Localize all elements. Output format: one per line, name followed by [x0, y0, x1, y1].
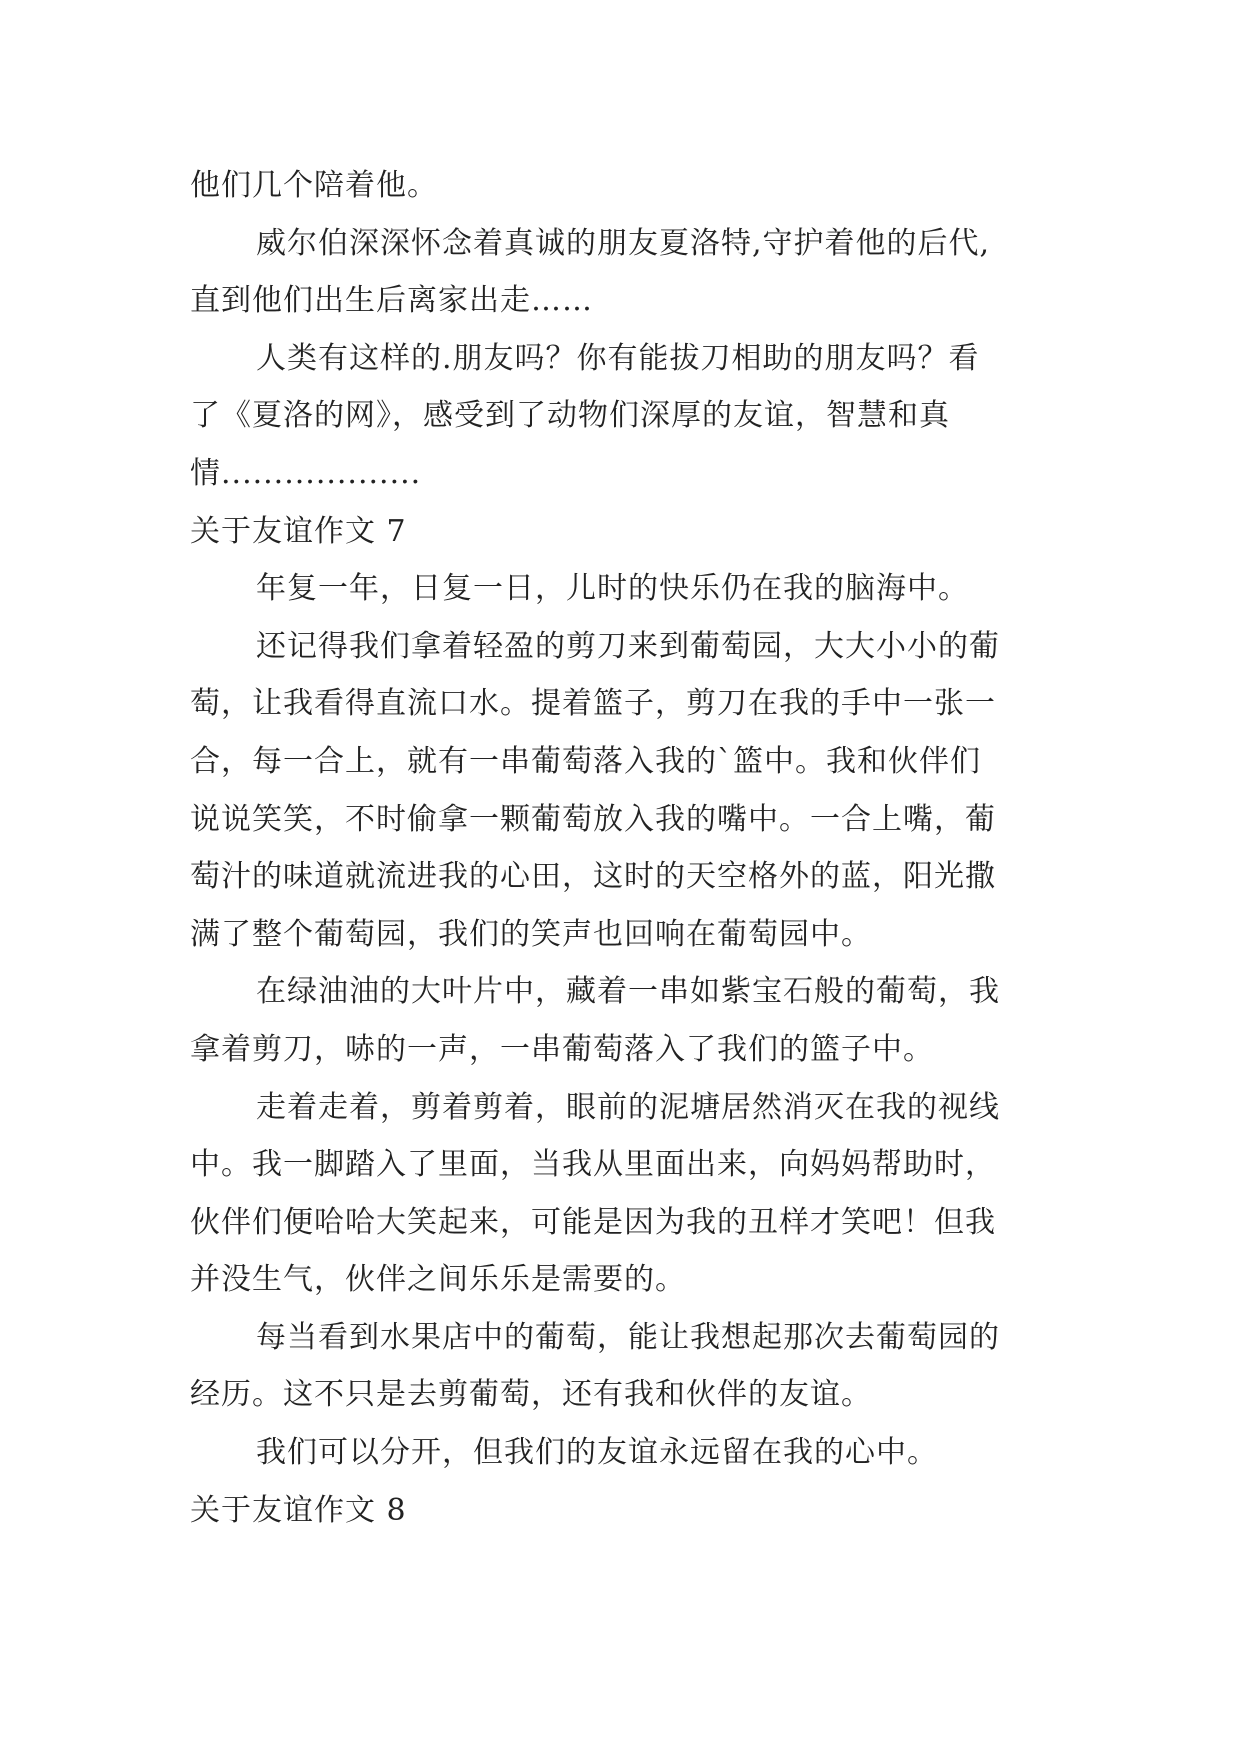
text-line: 并没生气，伙伴之间乐乐是需要的。 [190, 1262, 686, 1298]
text-line: 萄，让我看得直流口水。提着篮子，剪刀在我的手中一张一 [190, 686, 996, 722]
paragraph-start-line: 在绿油油的大叶片中，藏着一串如紫宝石般的葡萄，我 [256, 974, 1000, 1010]
text-line: 伙伴们便哈哈大笑起来，可能是因为我的丑样才笑吧！但我 [190, 1204, 996, 1240]
text-line: 中。我一脚踏入了里面，当我从里面出来，向妈妈帮助时， [190, 1147, 996, 1183]
text-line: 直到他们出生后离家出走…… [190, 283, 593, 319]
text-line: 经历。这不只是去剪葡萄，还有我和伙伴的友谊。 [190, 1377, 872, 1413]
paragraph-start-line: 威尔伯深深怀念着真诚的朋友夏洛特,守护着他的后代, [256, 225, 991, 261]
document-body [190, 157, 1075, 1539]
paragraph-start-line: 人类有这样的.朋友吗？你有能拔刀相助的朋友吗？看 [256, 340, 980, 376]
text-line: 说说笑笑，不时偷拿一颗葡萄放入我的嘴中。一合上嘴，葡 [190, 801, 996, 837]
text-line: 拿着剪刀，哧的一声，一串葡萄落入了我们的篮子中。 [190, 1031, 934, 1067]
paragraph-start-line: 我们可以分开，但我们的友谊永远留在我的心中。 [256, 1435, 938, 1471]
paragraph-start-line: 每当看到水果店中的葡萄，能让我想起那次去葡萄园的 [256, 1319, 1000, 1355]
paragraph-start-line: 走着走着，剪着剪着，眼前的泥塘居然消灭在我的视线 [256, 1089, 1000, 1125]
paragraph-start-line: 年复一年，日复一日，儿时的快乐仍在我的脑海中。 [256, 571, 969, 607]
text-line: 他们几个陪着他。 [190, 168, 438, 203]
text-line: 了《夏洛的网》，感受到了动物们深厚的友谊，智慧和真 [190, 398, 950, 434]
paragraph-start-line: 还记得我们拿着轻盈的剪刀来到葡萄园，大大小小的葡 [256, 628, 1000, 664]
text-line: 萄汁的味道就流进我的心田，这时的天空格外的蓝，阳光撒 [190, 859, 996, 895]
text-line: 合，每一合上，就有一串葡萄落入我的`篮中。我和伙伴们 [190, 743, 981, 779]
text-line: 满了整个葡萄园，我们的笑声也回响在葡萄园中。 [190, 916, 872, 952]
section-heading: 关于友谊作文 7 [190, 513, 407, 549]
text-line: 情................... [190, 455, 422, 491]
section-heading: 关于友谊作文 8 [190, 1492, 407, 1528]
